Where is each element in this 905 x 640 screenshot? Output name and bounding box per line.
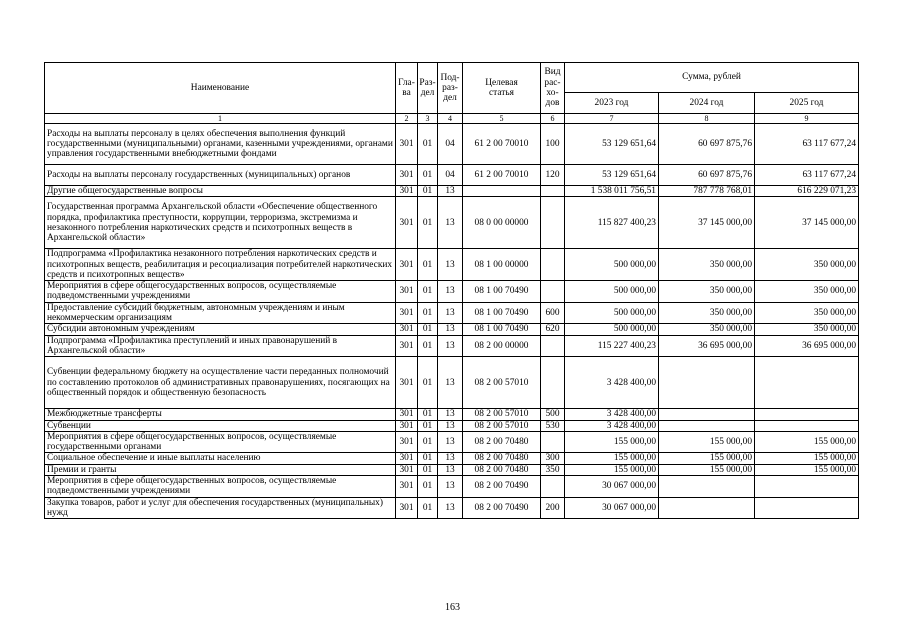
- row-podrazdel: 13: [438, 453, 463, 464]
- row-name: Другие общегосударственные вопросы: [45, 186, 396, 197]
- row-sum-2023: 115 827 400,23: [565, 197, 659, 249]
- row-name: Мероприятия в сфере общегосударственных вопросов, осуществляемые подведомственными учреждениями: [45, 476, 396, 498]
- index-cell: 5: [463, 114, 541, 124]
- row-name: Подпрограмма «Профилактика незаконного потребления наркотических средств и психотропных веществ, реабилитация и ресоциализация потребителей наркотических средств и психотропных веществ»: [45, 249, 396, 281]
- row-vid-raskhodov: 200: [541, 497, 565, 519]
- row-sum-2023: 1 538 011 756,51: [565, 186, 659, 197]
- row-name: Расходы на выплаты персоналу в целях обеспечения выполнения функций государственными (муниципальными) органами, казенными учреждениями, органами управления государственными внебюджетными фондами: [45, 124, 396, 165]
- table-row: [45, 186, 859, 197]
- row-sum-2023: 3 428 400,00: [565, 420, 659, 431]
- index-cell: 2: [396, 114, 418, 124]
- header-vid-raskhodov: Вид рас- хо- дов: [541, 63, 565, 114]
- row-name: Подпрограмма «Профилактика преступлений и иных правонарушений в Архангельской области»: [45, 335, 396, 357]
- row-razdel: 01: [418, 186, 438, 197]
- row-name: Мероприятия в сфере общегосударственных вопросов, осуществляемые подведомственными учреждениями: [45, 281, 396, 303]
- table-row: [45, 497, 859, 519]
- column-index-row: [45, 114, 859, 124]
- row-sum-2024: [659, 357, 755, 409]
- header-2024: 2024 год: [659, 93, 755, 114]
- row-podrazdel: 13: [438, 281, 463, 303]
- row-sum-2025: 155 000,00: [755, 453, 859, 464]
- header-name: Наименование: [45, 63, 396, 114]
- row-podrazdel: 13: [438, 302, 463, 324]
- row-glava: 301: [396, 409, 418, 420]
- row-vid-raskhodov: [541, 357, 565, 409]
- row-sum-2024: 37 145 000,00: [659, 197, 755, 249]
- row-vid-raskhodov: 500: [541, 409, 565, 420]
- table-row: [45, 409, 859, 420]
- row-sum-2024: 350 000,00: [659, 302, 755, 324]
- row-sum-2025: 350 000,00: [755, 249, 859, 281]
- row-sum-2023: 155 000,00: [565, 431, 659, 453]
- row-celevaya-statya: 08 2 00 70480: [463, 431, 541, 453]
- row-name: Расходы на выплаты персоналу государственных (муниципальных) органов: [45, 165, 396, 186]
- row-razdel: 01: [418, 409, 438, 420]
- row-celevaya-statya: 08 2 00 70480: [463, 464, 541, 475]
- index-cell: 4: [438, 114, 463, 124]
- row-podrazdel: 04: [438, 124, 463, 165]
- row-razdel: 01: [418, 453, 438, 464]
- index-cell: 6: [541, 114, 565, 124]
- row-name: Премии и гранты: [45, 464, 396, 475]
- row-vid-raskhodov: [541, 197, 565, 249]
- row-razdel: 01: [418, 249, 438, 281]
- row-podrazdel: 13: [438, 420, 463, 431]
- row-razdel: 01: [418, 335, 438, 357]
- row-razdel: 01: [418, 302, 438, 324]
- table-row: [45, 335, 859, 357]
- row-celevaya-statya: 08 2 00 57010: [463, 357, 541, 409]
- row-sum-2025: 350 000,00: [755, 302, 859, 324]
- row-vid-raskhodov: 350: [541, 464, 565, 475]
- row-celevaya-statya: 08 2 00 70490: [463, 476, 541, 498]
- row-celevaya-statya: [463, 186, 541, 197]
- row-sum-2024: 60 697 875,76: [659, 165, 755, 186]
- row-sum-2024: 350 000,00: [659, 324, 755, 335]
- row-sum-2023: 500 000,00: [565, 249, 659, 281]
- row-sum-2023: 3 428 400,00: [565, 409, 659, 420]
- header-celevaya-statya: Целевая статья: [463, 63, 541, 114]
- row-podrazdel: 13: [438, 476, 463, 498]
- row-glava: 301: [396, 431, 418, 453]
- row-sum-2023: 53 129 651,64: [565, 124, 659, 165]
- row-glava: 301: [396, 453, 418, 464]
- row-vid-raskhodov: 300: [541, 453, 565, 464]
- row-podrazdel: 13: [438, 197, 463, 249]
- row-sum-2023: 155 000,00: [565, 453, 659, 464]
- row-celevaya-statya: 08 2 00 00000: [463, 335, 541, 357]
- index-cell: 3: [418, 114, 438, 124]
- row-sum-2024: [659, 497, 755, 519]
- row-razdel: 01: [418, 357, 438, 409]
- row-name: Межбюджетные трансферты: [45, 409, 396, 420]
- row-sum-2023: 500 000,00: [565, 302, 659, 324]
- row-podrazdel: 13: [438, 357, 463, 409]
- table-row: [45, 249, 859, 281]
- header-2023: 2023 год: [565, 93, 659, 114]
- row-vid-raskhodov: 620: [541, 324, 565, 335]
- row-podrazdel: 13: [438, 497, 463, 519]
- row-sum-2025: 63 117 677,24: [755, 124, 859, 165]
- row-celevaya-statya: 08 2 00 57010: [463, 420, 541, 431]
- row-name: Мероприятия в сфере общегосударственных вопросов, осуществляемые государственными органами: [45, 431, 396, 453]
- header-razdel: Раз- дел: [418, 63, 438, 114]
- table-row: [45, 281, 859, 303]
- row-sum-2024: 155 000,00: [659, 464, 755, 475]
- row-name: Субвенции федеральному бюджету на осуществление части переданных полномочий по составлению протоколов об административных правонарушениях, посягающих на общественный порядок и общественную безопасность: [45, 357, 396, 409]
- row-sum-2025: 616 229 071,23: [755, 186, 859, 197]
- row-glava: 301: [396, 357, 418, 409]
- row-sum-2023: 30 067 000,00: [565, 497, 659, 519]
- row-podrazdel: 04: [438, 165, 463, 186]
- row-glava: 301: [396, 186, 418, 197]
- row-razdel: 01: [418, 324, 438, 335]
- table-row: [45, 464, 859, 475]
- row-glava: 301: [396, 281, 418, 303]
- row-celevaya-statya: 08 0 00 00000: [463, 197, 541, 249]
- table-row: [45, 165, 859, 186]
- row-celevaya-statya: 61 2 00 70010: [463, 124, 541, 165]
- row-name: Закупка товаров, работ и услуг для обеспечения государственных (муниципальных) нужд: [45, 497, 396, 519]
- row-celevaya-statya: 08 2 00 70480: [463, 453, 541, 464]
- index-cell: 8: [659, 114, 755, 124]
- row-sum-2025: [755, 420, 859, 431]
- row-glava: 301: [396, 464, 418, 475]
- row-vid-raskhodov: 530: [541, 420, 565, 431]
- row-sum-2025: [755, 409, 859, 420]
- header-2025: 2025 год: [755, 93, 859, 114]
- row-vid-raskhodov: [541, 186, 565, 197]
- row-celevaya-statya: 61 2 00 70010: [463, 165, 541, 186]
- row-razdel: 01: [418, 281, 438, 303]
- page-number: 163: [445, 602, 460, 613]
- row-sum-2025: 350 000,00: [755, 324, 859, 335]
- row-sum-2024: 350 000,00: [659, 281, 755, 303]
- row-glava: 301: [396, 324, 418, 335]
- row-sum-2024: 155 000,00: [659, 431, 755, 453]
- row-sum-2025: 36 695 000,00: [755, 335, 859, 357]
- row-razdel: 01: [418, 165, 438, 186]
- row-name: Социальное обеспечение и иные выплаты населению: [45, 453, 396, 464]
- row-vid-raskhodov: 600: [541, 302, 565, 324]
- table-row: [45, 453, 859, 464]
- row-sum-2023: 115 227 400,23: [565, 335, 659, 357]
- row-podrazdel: 13: [438, 186, 463, 197]
- row-sum-2023: 155 000,00: [565, 464, 659, 475]
- index-cell: 9: [755, 114, 859, 124]
- row-razdel: 01: [418, 476, 438, 498]
- row-sum-2025: 37 145 000,00: [755, 197, 859, 249]
- row-razdel: 01: [418, 124, 438, 165]
- row-vid-raskhodov: [541, 249, 565, 281]
- row-glava: 301: [396, 420, 418, 431]
- table-row: [45, 302, 859, 324]
- row-glava: 301: [396, 197, 418, 249]
- row-celevaya-statya: 08 1 00 70490: [463, 324, 541, 335]
- row-sum-2025: [755, 497, 859, 519]
- row-glava: 301: [396, 497, 418, 519]
- header-summa: Сумма, рублей: [565, 63, 859, 93]
- row-name: Субсидии автономным учреждениям: [45, 324, 396, 335]
- index-cell: 1: [45, 114, 396, 124]
- row-vid-raskhodov: [541, 281, 565, 303]
- row-glava: 301: [396, 335, 418, 357]
- header-glava: Гла- ва: [396, 63, 418, 114]
- row-name: Предоставление субсидий бюджетным, автономным учреждениям и иным некоммерческим организациям: [45, 302, 396, 324]
- row-celevaya-statya: 08 2 00 57010: [463, 409, 541, 420]
- row-sum-2024: 787 778 768,01: [659, 186, 755, 197]
- row-celevaya-statya: 08 1 00 70490: [463, 302, 541, 324]
- row-razdel: 01: [418, 497, 438, 519]
- row-sum-2024: 350 000,00: [659, 249, 755, 281]
- header-podrazdel: Под- раз- дел: [438, 63, 463, 114]
- row-sum-2024: 60 697 875,76: [659, 124, 755, 165]
- row-name: Субвенции: [45, 420, 396, 431]
- table-row: [45, 476, 859, 498]
- row-podrazdel: 13: [438, 335, 463, 357]
- row-podrazdel: 13: [438, 409, 463, 420]
- row-sum-2025: 350 000,00: [755, 281, 859, 303]
- row-glava: 301: [396, 302, 418, 324]
- table-row: [45, 197, 859, 249]
- row-sum-2023: 30 067 000,00: [565, 476, 659, 498]
- row-vid-raskhodov: [541, 431, 565, 453]
- row-sum-2025: [755, 357, 859, 409]
- row-name: Государственная программа Архангельской области «Обеспечение общественного порядка, профилактика преступности, коррупции, терроризма, экстремизма и незаконного потребления наркотических средств и психотропных веществ в Архангельской области»: [45, 197, 396, 249]
- row-sum-2024: 155 000,00: [659, 453, 755, 464]
- row-sum-2024: [659, 409, 755, 420]
- row-celevaya-statya: 08 1 00 70490: [463, 281, 541, 303]
- row-vid-raskhodov: [541, 335, 565, 357]
- index-cell: 7: [565, 114, 659, 124]
- row-podrazdel: 13: [438, 324, 463, 335]
- table-row: [45, 357, 859, 409]
- row-vid-raskhodov: 100: [541, 124, 565, 165]
- table-row: [45, 124, 859, 165]
- row-glava: 301: [396, 249, 418, 281]
- row-sum-2024: [659, 476, 755, 498]
- row-podrazdel: 13: [438, 249, 463, 281]
- row-sum-2024: [659, 420, 755, 431]
- row-sum-2023: 3 428 400,00: [565, 357, 659, 409]
- row-glava: 301: [396, 165, 418, 186]
- row-sum-2023: 500 000,00: [565, 281, 659, 303]
- row-podrazdel: 13: [438, 431, 463, 453]
- row-sum-2025: 155 000,00: [755, 464, 859, 475]
- row-razdel: 01: [418, 420, 438, 431]
- row-glava: 301: [396, 476, 418, 498]
- row-celevaya-statya: 08 1 00 00000: [463, 249, 541, 281]
- table-row: [45, 324, 859, 335]
- row-sum-2025: 155 000,00: [755, 431, 859, 453]
- row-vid-raskhodov: [541, 476, 565, 498]
- row-razdel: 01: [418, 464, 438, 475]
- row-vid-raskhodov: 120: [541, 165, 565, 186]
- row-sum-2024: 36 695 000,00: [659, 335, 755, 357]
- row-glava: 301: [396, 124, 418, 165]
- row-sum-2025: [755, 476, 859, 498]
- row-razdel: 01: [418, 197, 438, 249]
- row-razdel: 01: [418, 431, 438, 453]
- row-sum-2023: 53 129 651,64: [565, 165, 659, 186]
- row-sum-2025: 63 117 677,24: [755, 165, 859, 186]
- row-sum-2023: 500 000,00: [565, 324, 659, 335]
- row-celevaya-statya: 08 2 00 70490: [463, 497, 541, 519]
- budget-table: [44, 62, 859, 519]
- row-podrazdel: 13: [438, 464, 463, 475]
- table-row: [45, 420, 859, 431]
- table-row: [45, 431, 859, 453]
